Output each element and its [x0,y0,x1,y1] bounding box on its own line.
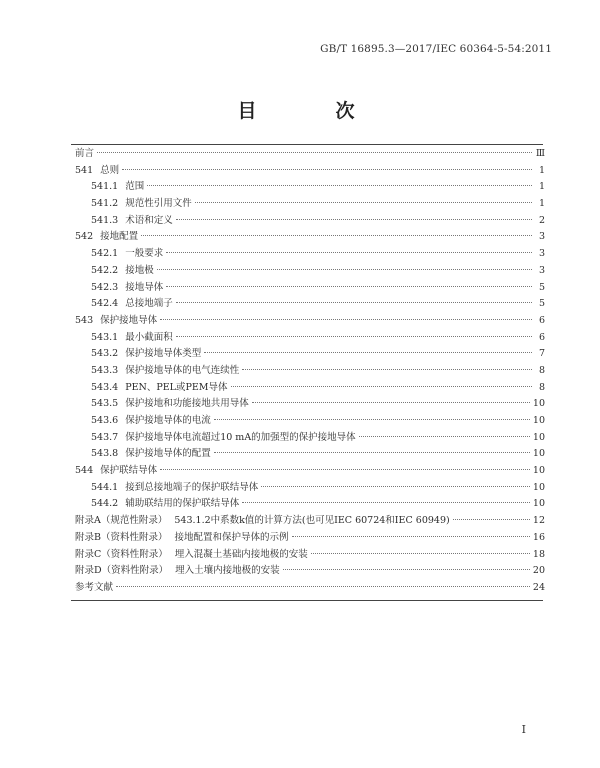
toc-entry-page: 1 [538,164,545,176]
toc-entry-page: Ⅲ [535,148,545,159]
toc-entry-number: 544.2 [91,498,119,510]
toc-entry-title: 保护接地和功能接地共用导体 [125,398,249,410]
toc-entry-title: PEN、PEL或PEM导体 [125,381,228,393]
toc-leader-dots [252,402,530,403]
toc-leader-dots [292,536,530,537]
toc-entry-number: 542.4 [91,298,119,310]
toc-leader-dots [261,486,530,487]
toc-leader-dots [359,436,530,437]
toc-entry[interactable] [75,446,545,463]
toc-entry[interactable] [75,463,545,480]
toc-entry-page: 6 [538,314,545,326]
toc-leader-dots [195,202,532,203]
toc-entry[interactable] [75,229,545,246]
page-number: I [521,723,526,736]
toc-entry-title: 保护接地导体电流超过10 mA的加强型的保护接地导体 [125,431,356,443]
toc-entry-title: 接地导体 [125,281,164,293]
toc-entry[interactable] [75,363,545,380]
toc-leader-dots [242,502,530,503]
toc-entry-page: 3 [538,264,545,276]
toc-entry-title: 保护接地导体的配置 [125,448,211,460]
toc-entry-page: 12 [532,515,545,527]
toc-leader-dots [166,286,532,287]
toc-entry-number: 附录C（资料性附录） [75,548,168,560]
toc-entry-title: 接到总接地端子的保护联结导体 [125,481,259,493]
toc-entry-number: 541.1 [91,181,119,193]
toc-entry-title: 保护接地导体 [100,314,158,326]
toc-entry-page: 20 [532,565,545,577]
toc-leader-dots [176,336,532,337]
toc-entry-page: 1 [538,198,545,210]
toc-entry[interactable] [75,313,545,330]
toc-entry-page: 5 [538,298,545,310]
toc-title: 目 次 [237,100,385,122]
toc-entry-title: 前言 [75,148,95,159]
toc-entry[interactable] [75,480,545,497]
toc-entry-number: 543.4 [91,381,119,393]
toc-leader-dots [166,252,532,253]
toc-entry-title: 范围 [125,181,145,193]
toc-entry-title: 接地配置和保护导体的示例 [174,531,289,543]
toc-leader-dots [311,553,530,554]
toc-entry[interactable] [75,430,545,447]
toc-leader-dots [453,519,530,520]
toc-entry[interactable] [75,246,545,263]
toc-entry-title: 保护联结导体 [100,465,158,477]
toc-entry-number: 542 [75,231,94,243]
toc-entry-page: 16 [532,531,545,543]
toc-entry-page: 10 [532,481,545,493]
toc-entry-title: 保护接地导体的电流 [125,415,211,426]
toc-entry-number: 附录A（规范性附录） [75,515,168,527]
toc-entry-number: 543 [75,314,94,326]
toc-entry[interactable] [75,346,545,363]
toc-entry-number: 543.1 [91,331,119,343]
standard-id-header: GB/T 16895.3—2017/IEC 60364-5-54:2011 [320,43,552,55]
toc-entry-number: 544 [75,465,94,477]
top-rule [71,144,543,145]
toc-entry-page: 10 [532,431,545,443]
toc-entry[interactable] [75,413,545,430]
toc-entry[interactable] [75,179,545,196]
toc-leader-dots [147,185,532,186]
toc-entry-page: 10 [532,498,545,510]
toc-entry-page: 3 [538,248,545,260]
toc-entry-number: 542.2 [91,264,119,276]
toc-leader-dots [283,569,530,570]
toc-entry-page: 6 [538,331,545,343]
toc-entry-page: 3 [538,231,545,243]
toc-entry-title: 保护接地导体的电气连续性 [125,364,240,376]
toc-entry-page: 2 [538,214,545,226]
toc-entry[interactable] [75,196,545,213]
toc-entry-title: 规范性引用文件 [125,198,192,210]
toc-entry-title: 术语和定义 [125,214,173,226]
toc-entry[interactable] [75,146,545,163]
toc-leader-dots [214,452,530,453]
toc-entry[interactable] [75,163,545,180]
toc-entry[interactable] [75,530,545,547]
toc-entry-number: 543.5 [91,398,119,410]
toc-entry-number: 543.7 [91,431,119,443]
toc-entry[interactable] [75,513,545,530]
toc-leader-dots [214,419,530,420]
toc-entry[interactable] [75,396,545,413]
toc-entry-title: 埋入土壤内接地极的安装 [175,565,280,577]
toc-entry[interactable] [75,496,545,513]
toc-entry-number: 543.6 [91,415,119,426]
toc-leader-dots [231,386,532,387]
toc-entry-number: 541.2 [91,198,119,210]
toc-entry[interactable] [75,580,545,597]
toc-entry-number: 附录D（资料性附录） [75,565,169,577]
toc-leader-dots [176,302,532,303]
toc-entry-page: 8 [538,364,545,376]
toc-entry-number: 541.3 [91,214,119,226]
toc-entry-page: 5 [538,281,545,293]
toc-entry[interactable] [75,380,545,397]
toc-entry-page: 10 [532,415,545,426]
toc-entry-number: 附录B（资料性附录） [75,531,168,543]
toc-entry-page: 7 [538,348,545,360]
toc-entry[interactable] [75,263,545,280]
toc-leader-dots [157,269,532,270]
toc-entry-page: 1 [538,181,545,193]
toc-entry[interactable] [75,280,545,297]
toc-entry-title: 总接地端子 [125,298,173,310]
toc-entry-title: 一般要求 [125,248,164,260]
toc-entry-title: 参考文献 [75,581,114,593]
toc-entry-page: 10 [532,448,545,460]
toc-entry[interactable] [75,330,545,347]
toc-entry-page: 18 [532,548,545,560]
toc-leader-dots [204,352,532,353]
toc-entry[interactable] [75,547,545,564]
toc-entry[interactable] [75,563,545,580]
toc-entry-title: 保护接地导体类型 [125,348,202,360]
toc-leader-dots [141,235,532,236]
toc-leader-dots [116,586,530,587]
toc-entry-title: 埋入混凝土基础内接地极的安装 [174,548,308,560]
toc-entry-number: 543.3 [91,364,119,376]
toc-entry-number: 543.8 [91,448,119,460]
toc-leader-dots [160,469,530,470]
toc-entry-page: 24 [532,581,545,593]
toc-entry-number: 543.2 [91,348,119,360]
toc-entry[interactable] [75,296,545,313]
bottom-rule [71,600,543,601]
toc-entry-page: 10 [532,465,545,477]
toc-entry-title: 总则 [100,164,120,176]
toc-leader-dots [97,152,532,153]
toc-entry-number: 541 [75,164,94,176]
toc-entry-title: 接地配置 [100,231,139,243]
toc-leader-dots [242,369,532,370]
toc-entry-title: 接地极 [125,264,154,276]
toc-entry-number: 544.1 [91,481,119,493]
toc-leader-dots [122,169,532,170]
toc-entry-title: 最小截面积 [125,331,173,343]
toc-entry-title: 辅助联结用的保护联结导体 [125,498,240,510]
table-of-contents [75,146,545,597]
toc-entry-number: 542.3 [91,281,119,293]
toc-entry-page: 8 [538,381,545,393]
toc-leader-dots [160,319,532,320]
toc-entry[interactable] [75,213,545,230]
toc-entry-page: 10 [532,398,545,410]
toc-leader-dots [176,219,532,220]
toc-entry-number: 542.1 [91,248,119,260]
toc-entry-title: 543.1.2中系数k值的计算方法(也可见IEC 60724和IEC 60949) [174,515,450,527]
